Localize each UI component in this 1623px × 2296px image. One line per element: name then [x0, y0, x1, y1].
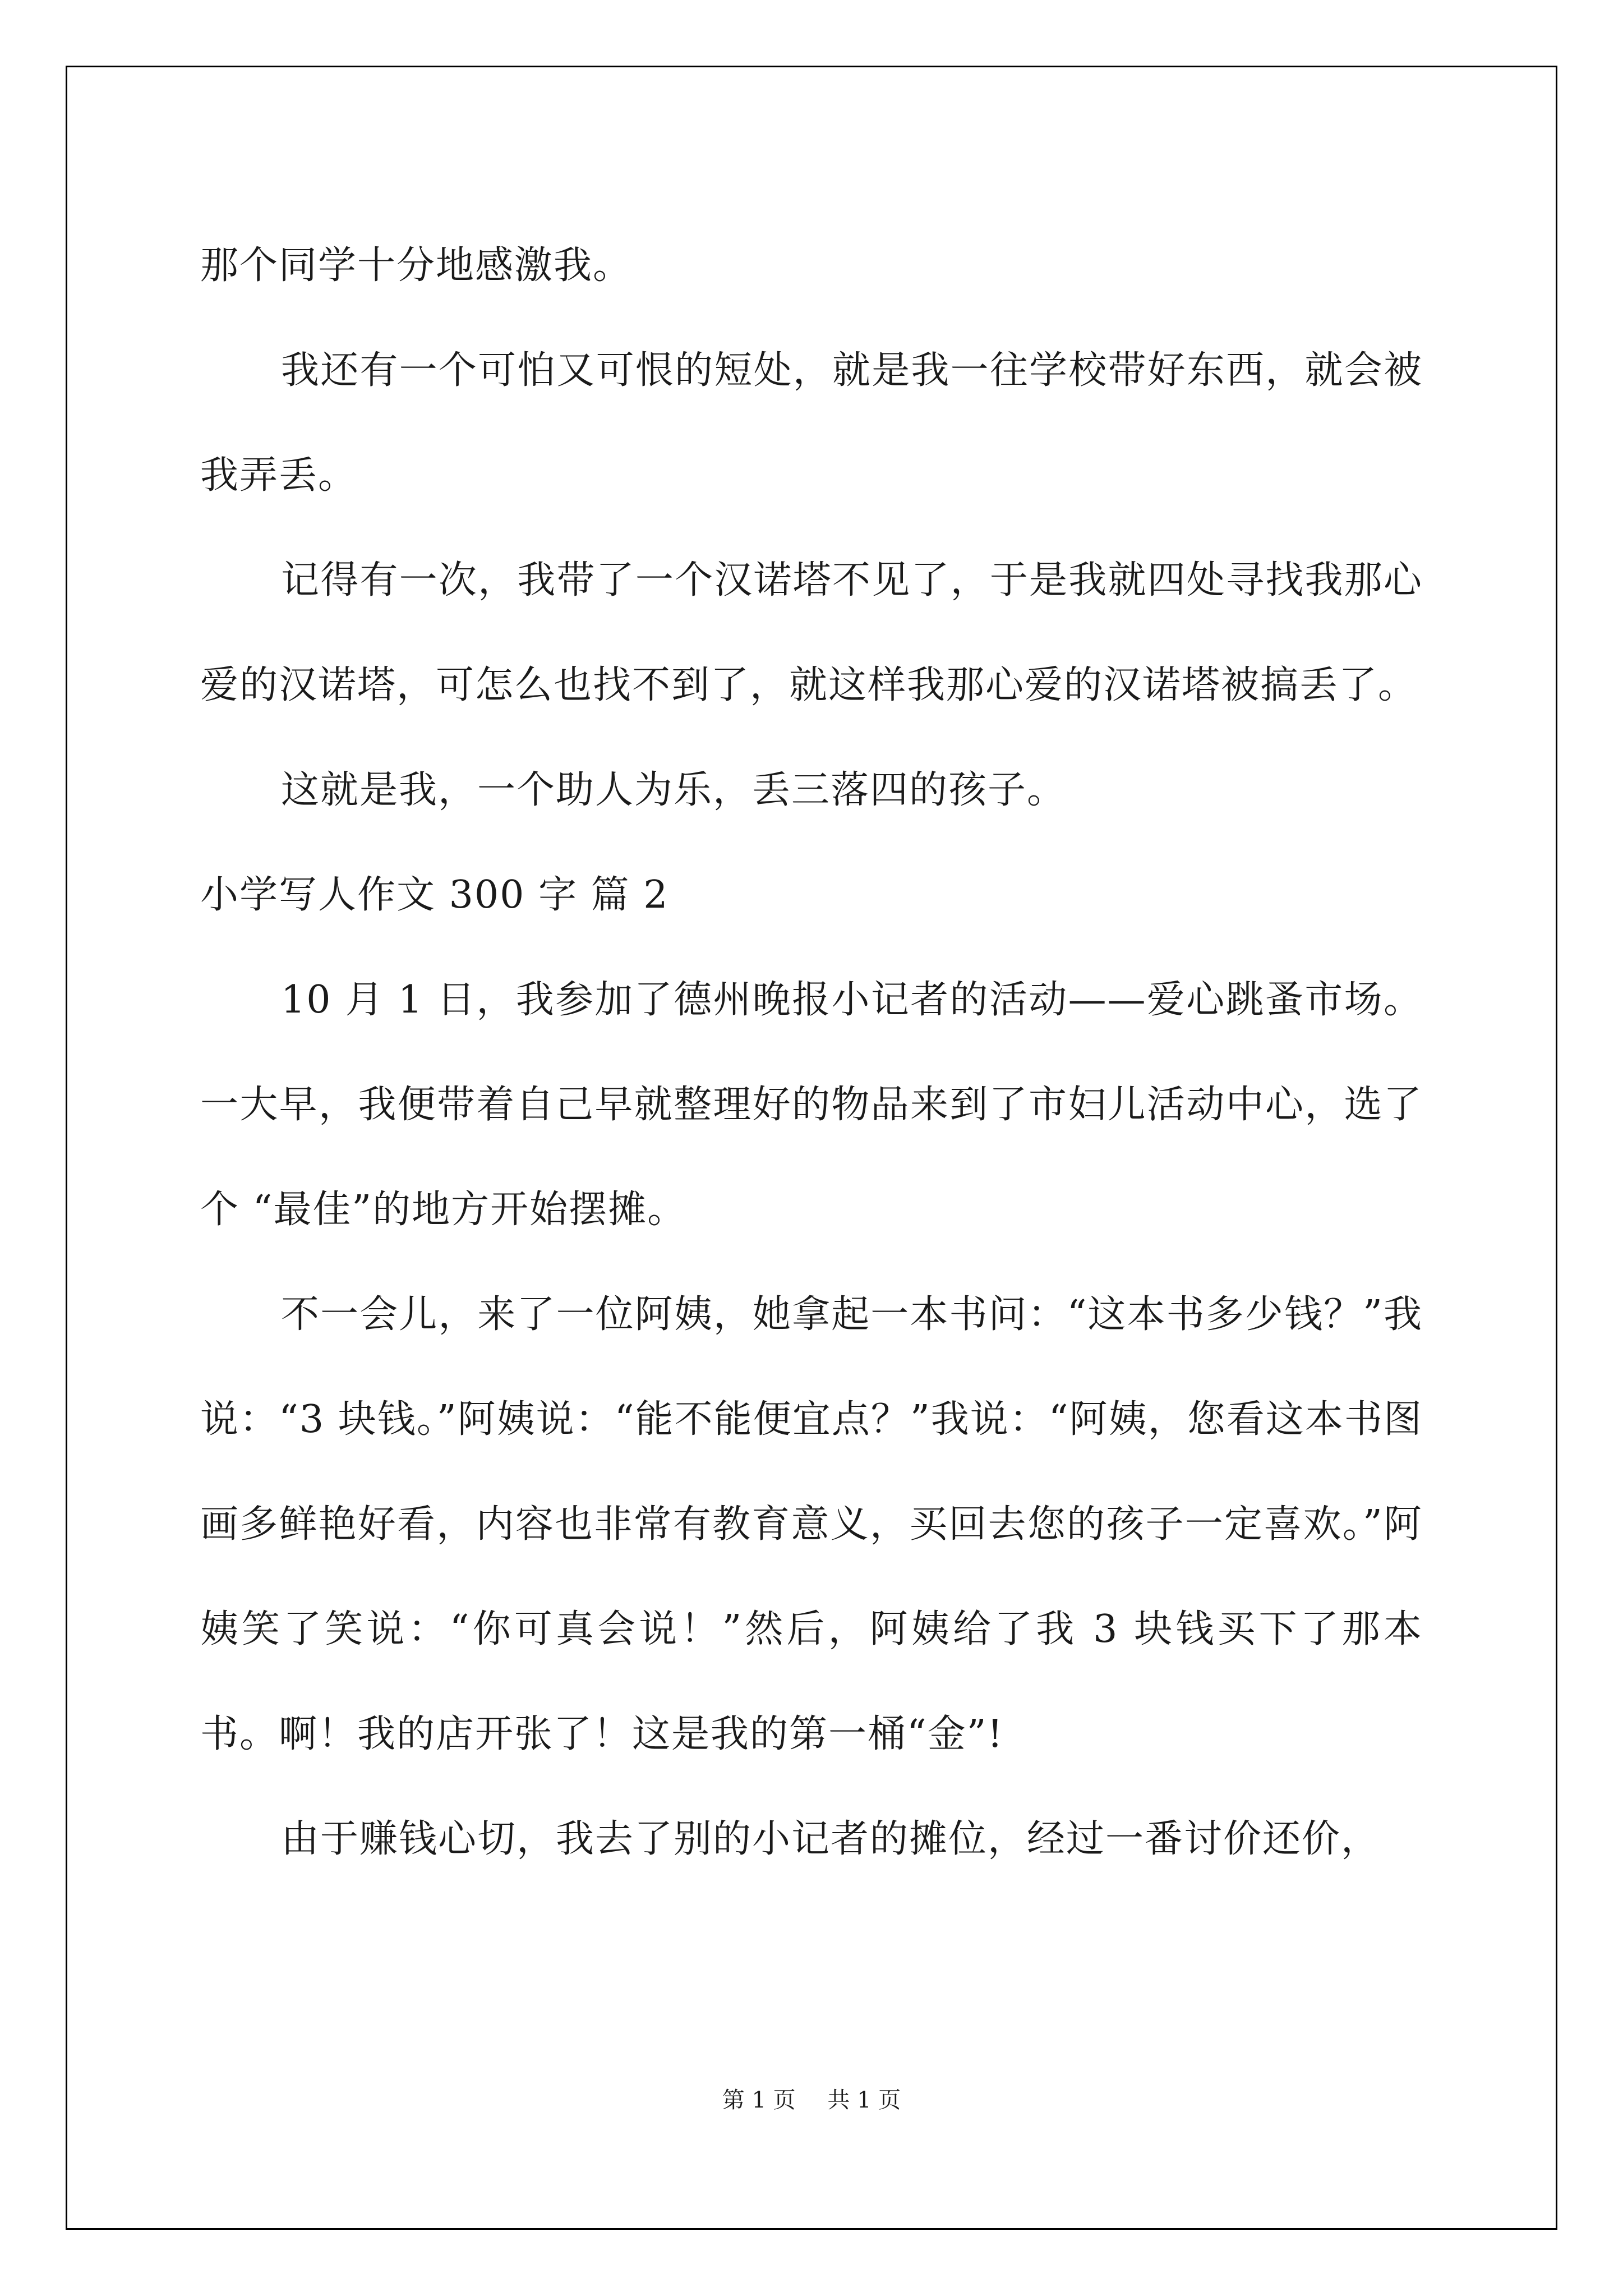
- document-body: [200, 213, 1423, 1892]
- page-total: 共 1 页: [827, 2087, 901, 2113]
- section-heading: 小学写人作文 300 字 篇 2: [200, 873, 669, 917]
- paragraph-6: 不一会儿，来了一位阿姨，她拿起一本书问：“这本书多少钱？”我说：“3 块钱。”阿姨说：“能不能便宜点？”我说：“阿姨，您看这本书图画多鲜艳好看，内容也非常有教育意义，买回去您的孩子一定喜欢。”阿姨笑了笑说：“你可真会说！”然后，阿姨给了我 3 块钱买下了那本书。啊！我的店开张了！这是我的第一桶“金”!: [200, 1292, 1423, 1756]
- paragraph-2: 我还有一个可怕又可恨的短处，就是我一往学校带好东西，就会被我弄丢。: [200, 348, 1423, 498]
- page-number: 第 1 页: [722, 2087, 796, 2113]
- paragraph-3: 记得有一次，我带了一个汉诺塔不见了，于是我就四处寻找我那心爱的汉诺塔，可怎么也找不到了，就这样我那心爱的汉诺塔被搞丢了。: [200, 558, 1423, 707]
- page-footer: [0, 2082, 1623, 2114]
- paragraph-1: 那个同学十分地感激我。: [200, 243, 633, 288]
- paragraph-5: 10 月 1 日，我参加了德州晚报小记者的活动——爱心跳蚤市场。一大早，我便带着自己早就整理好的物品来到了市妇儿活动中心，选了个 “最佳”的地方开始摆摊。: [200, 978, 1423, 1232]
- paragraph-4: 这就是我，一个助人为乐，丢三落四的孩子。: [281, 768, 1067, 812]
- paragraph-7: 由于赚钱心切，我去了别的小记者的摊位，经过一番讨价还价，: [281, 1817, 1381, 1861]
